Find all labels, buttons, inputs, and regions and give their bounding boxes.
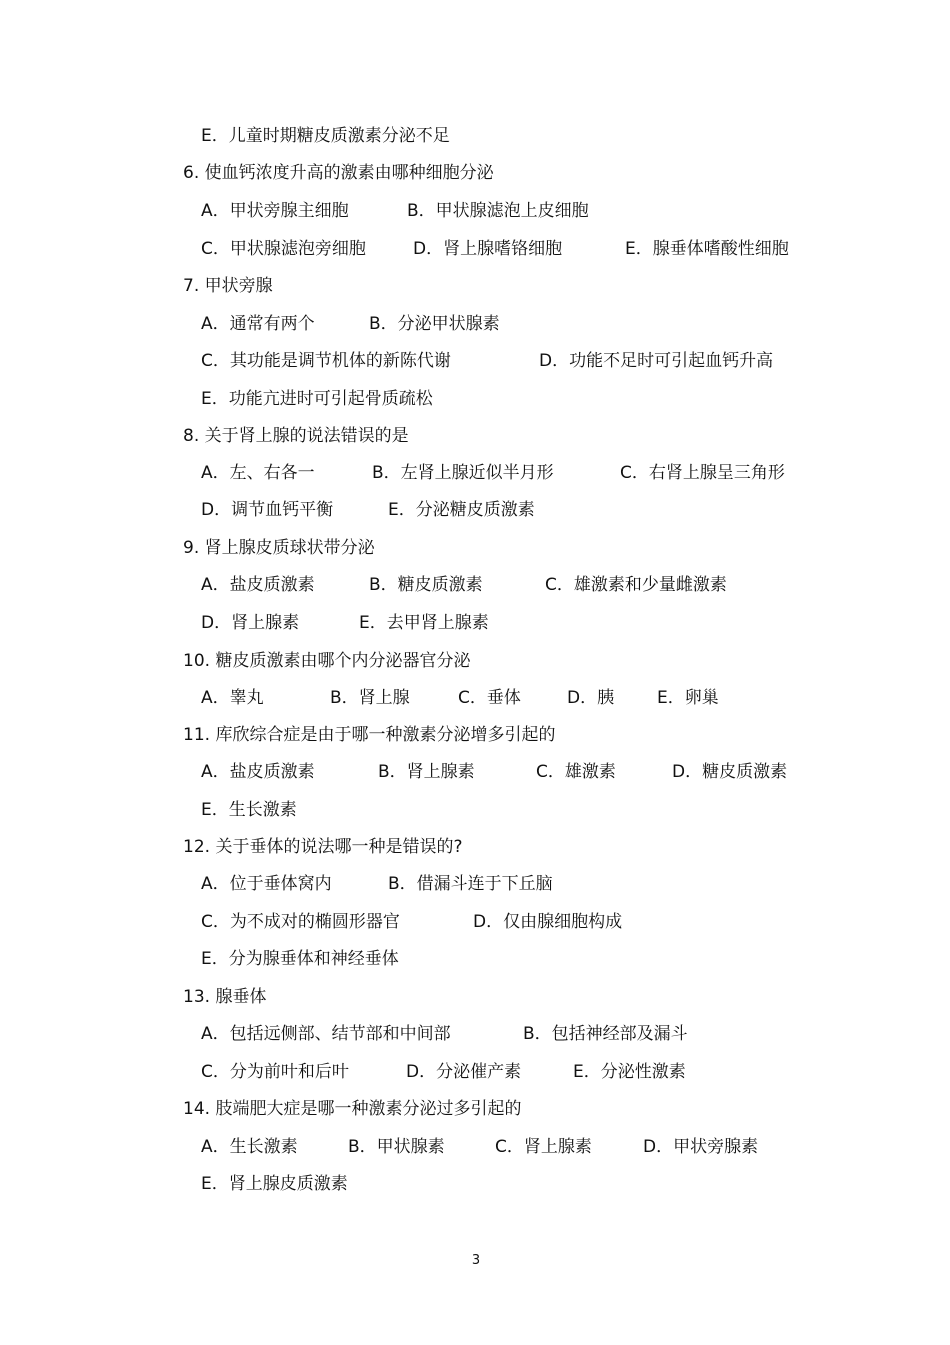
question-text: 9. 肾上腺皮质球状带分泌 — [183, 538, 375, 558]
question-text: 13. 腺垂体 — [183, 987, 267, 1007]
option-text: A．包括远侧部、结节部和中间部 — [201, 1024, 451, 1044]
option-text: C．甲状腺滤泡旁细胞 — [201, 239, 366, 259]
option-text: A．生长激素 — [201, 1137, 298, 1157]
question-text: 11. 库欣综合症是由于哪一种激素分泌增多引起的 — [183, 725, 556, 745]
option-text: D．功能不足时可引起血钙升高 — [539, 351, 774, 371]
option-text: A．盐皮质激素 — [201, 762, 315, 782]
option-text: E．功能亢进时可引起骨质疏松 — [201, 389, 433, 409]
option-text: D．仅由腺细胞构成 — [473, 912, 623, 932]
option-text: C．雄激素和少量雌激素 — [545, 575, 727, 595]
option-text: D．肾上腺素 — [201, 613, 300, 633]
option-text: E．生长激素 — [201, 800, 297, 820]
option-text: D．甲状旁腺素 — [643, 1137, 759, 1157]
option-text: C．为不成对的椭圆形器官 — [201, 912, 400, 932]
option-text: C．右肾上腺呈三角形 — [620, 463, 785, 483]
question-text: 7. 甲状旁腺 — [183, 276, 273, 296]
option-text: B．左肾上腺近似半月形 — [372, 463, 554, 483]
option-text: D．调节血钙平衡 — [201, 500, 334, 520]
option-text: B．甲状腺滤泡上皮细胞 — [407, 201, 589, 221]
page-number: 3 — [471, 1253, 481, 1268]
option-text: D．糖皮质激素 — [672, 762, 788, 782]
option-text: B．包括神经部及漏斗 — [523, 1024, 688, 1044]
option-text: E．肾上腺皮质激素 — [201, 1174, 348, 1194]
question-text: 12. 关于垂体的说法哪一种是错误的? — [183, 837, 463, 857]
option-text: B．甲状腺素 — [348, 1137, 445, 1157]
option-text: C．分为前叶和后叶 — [201, 1062, 349, 1082]
question-text: 8. 关于肾上腺的说法错误的是 — [183, 426, 409, 446]
option-text: A．睾丸 — [201, 688, 264, 708]
option-text: B．肾上腺素 — [378, 762, 475, 782]
option-text: E．腺垂体嗜酸性细胞 — [625, 239, 789, 259]
option-text: C．肾上腺素 — [495, 1137, 592, 1157]
option-text: D．胰 — [567, 688, 615, 708]
option-text: E．儿童时期糖皮质激素分泌不足 — [201, 126, 450, 146]
question-text: 6. 使血钙浓度升高的激素由哪种细胞分泌 — [183, 163, 494, 183]
option-text: A．盐皮质激素 — [201, 575, 315, 595]
option-text: E．卵巢 — [657, 688, 719, 708]
option-text: A．左、右各一 — [201, 463, 315, 483]
option-text: A．位于垂体窝内 — [201, 874, 332, 894]
option-text: B．分泌甲状腺素 — [369, 314, 500, 334]
option-text: B．肾上腺 — [330, 688, 410, 708]
option-text: C．垂体 — [458, 688, 521, 708]
option-text: A．通常有两个 — [201, 314, 315, 334]
option-text: E．去甲肾上腺素 — [359, 613, 489, 633]
option-text: A．甲状旁腺主细胞 — [201, 201, 349, 221]
option-text: E．分为腺垂体和神经垂体 — [201, 949, 399, 969]
question-text: 14. 肢端肥大症是哪一种激素分泌过多引起的 — [183, 1099, 522, 1119]
option-text: B．借漏斗连于下丘脑 — [388, 874, 553, 894]
option-text: B．糖皮质激素 — [369, 575, 483, 595]
option-text: D．分泌催产素 — [406, 1062, 522, 1082]
option-text: E．分泌性激素 — [573, 1062, 686, 1082]
option-text: D．肾上腺嗜铬细胞 — [413, 239, 563, 259]
question-text: 10. 糖皮质激素由哪个内分泌器官分泌 — [183, 651, 471, 671]
option-text: C．雄激素 — [536, 762, 616, 782]
option-text: E．分泌糖皮质激素 — [388, 500, 535, 520]
option-text: C．其功能是调节机体的新陈代谢 — [201, 351, 451, 371]
